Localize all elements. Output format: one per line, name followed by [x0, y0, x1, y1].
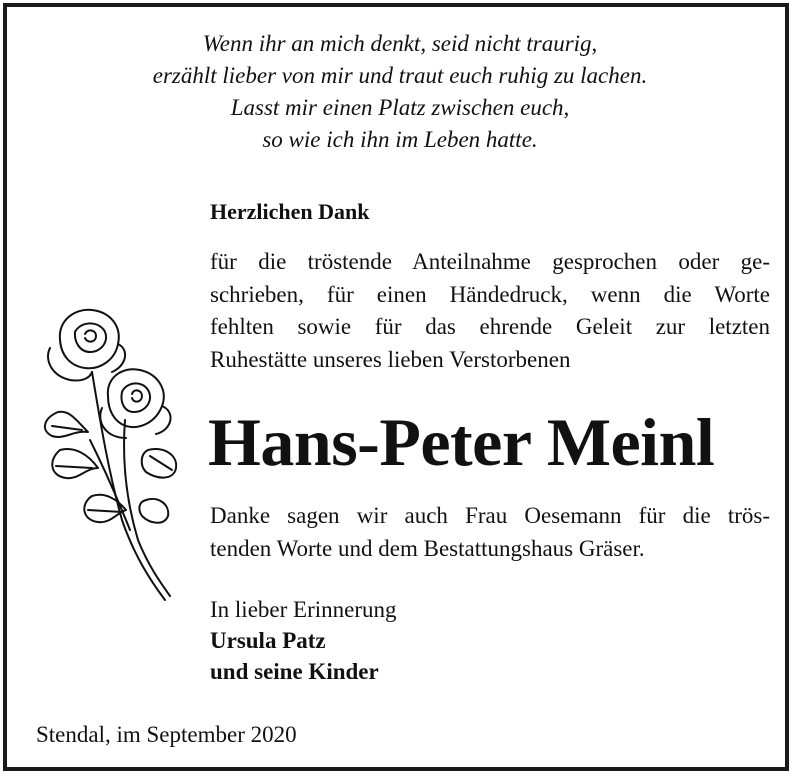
- signature-name: Ursula Patz: [210, 628, 326, 653]
- thanks-line: Ruhestätte unseres lieben Verstorbenen: [210, 346, 571, 372]
- roses-icon: [30, 300, 190, 610]
- deceased-name: Hans-Peter Meinl: [208, 404, 715, 480]
- additional-line: Danke sagen wir auch Frau Oesemann für die trös-: [210, 503, 770, 528]
- thanks-line: schrieben, für einen Händedruck, wenn die Worte: [210, 281, 770, 307]
- thanks-text: [210, 246, 770, 376]
- poem-line: Wenn ihr an mich denkt, seid nicht traurig,: [202, 31, 598, 56]
- place-date: Stendal, im September 2020: [36, 722, 297, 747]
- additional-line: tenden Worte und dem Bestattungshaus Gräser.: [210, 535, 645, 561]
- poem-line: so wie ich ihn im Leben hatte.: [262, 127, 538, 152]
- poem: [0, 28, 800, 156]
- signature: [210, 594, 396, 687]
- thanks-line: fehlten sowie für das ehrende Geleit zur letzten: [210, 314, 770, 339]
- poem-line: Lasst mir einen Platz zwischen euch,: [230, 95, 570, 120]
- poem-line: erzählt lieber von mir und traut euch ruhig zu lachen.: [152, 63, 648, 88]
- thanks-heading: Herzlichen Dank: [210, 199, 370, 224]
- signature-intro: In lieber Erinnerung: [210, 597, 397, 622]
- signature-name: und seine Kinder: [210, 659, 379, 684]
- additional-thanks: [210, 500, 770, 565]
- thanks-line: für die tröstende Anteilnahme gesprochen oder ge-: [210, 249, 770, 274]
